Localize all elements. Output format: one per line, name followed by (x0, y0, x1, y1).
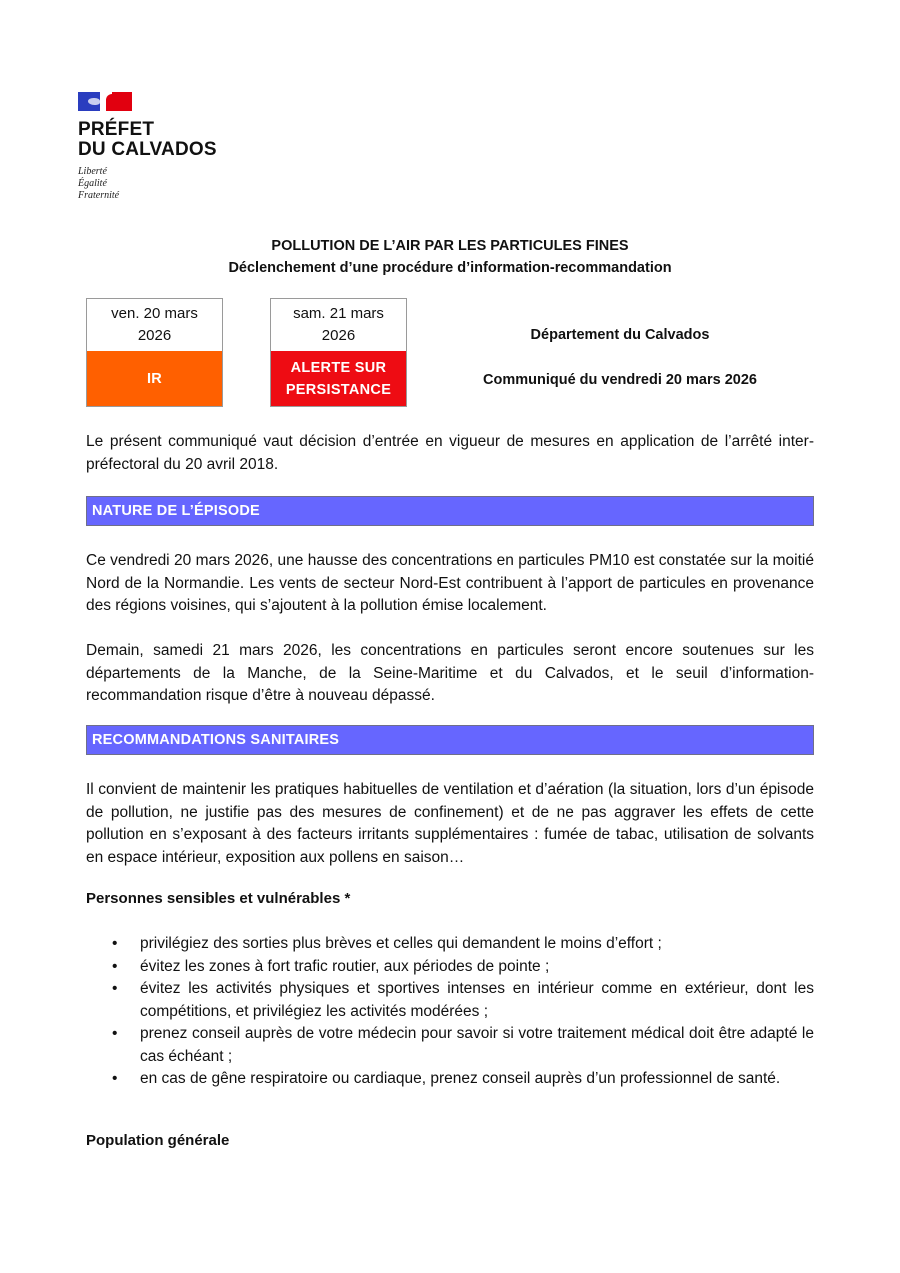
alert-level-label: IR (146, 370, 163, 387)
bullet-icon: • (112, 957, 118, 975)
list-item (86, 933, 814, 956)
motto-egalite: Égalité (78, 178, 107, 189)
intro-paragraph: Le présent communiqué vaut décision d’entrée en vigueur de mesures en application de l’arrêté inter-préfectoral du 20 avril 2018. (86, 433, 814, 473)
list-item-text: évitez les activités physiques et sportives intenses en intérieur comme en extérieur, dont les compétitions, et privilégiez les activités modérées ; (140, 980, 814, 1020)
nature-paragraph-1: Ce vendredi 20 mars 2026, une hausse des concentrations en particules PM10 est constatée sur la moitié Nord de la Normandie. Les vents de secteur Nord-Est contribuent à l’apport de particules en provenance des régions voisines, qui s’ajoutent à la pollution émise localement. (86, 552, 814, 614)
day-date-line1: sam. 21 mars (293, 305, 384, 322)
communique-date: Communiqué du vendredi 20 mars 2026 (483, 372, 757, 388)
alert-level-badge (271, 351, 406, 406)
prefecture-name-line2: DU CALVADOS (78, 139, 217, 160)
marianne-wing-icon (88, 98, 100, 105)
marianne-flag-icon (78, 92, 132, 111)
bullet-icon: • (112, 1070, 118, 1087)
alert-level-label-line2: PERSISTANCE (285, 381, 392, 398)
document-subtitle: Déclenchement d’une procédure d’information-recommandation (228, 260, 672, 276)
document-title: POLLUTION DE L’AIR PAR LES PARTICULES FINES (271, 238, 629, 254)
bullet-icon: • (112, 1025, 118, 1042)
day-date-line2: 2026 (137, 327, 172, 344)
day-box-saturday (270, 298, 407, 407)
list-item-text: en cas de gêne respiratoire ou cardiaque, prenez conseil auprès d’un professionnel de santé. (140, 1070, 781, 1087)
recommandations-paragraph: Il convient de maintenir les pratiques habituelles de ventilation et d’aération (la situation, lors d’un épisode de pollution, ne justifie pas des mesures de confinement) et de ne pas aggraver les effets de cette pollution en s’exposant à des facteurs irritants supplémentaires : fumée de tabac, utilisation de solvants en espace intérieur, exposition aux pollens en saison… (86, 781, 814, 866)
section-header-recommandations: RECOMMANDATIONS SANITAIRES (86, 725, 814, 755)
day-date-line2: 2026 (321, 327, 356, 344)
alert-level-badge (87, 351, 222, 406)
list-item (86, 978, 814, 1023)
prefecture-name (78, 120, 217, 160)
motto-liberte: Liberté (78, 166, 107, 177)
prefecture-name-line1: PRÉFET (78, 119, 155, 140)
bullet-icon: • (112, 980, 118, 997)
sensitive-people-heading: Personnes sensibles et vulnérables * (86, 890, 351, 907)
nature-paragraph-2: Demain, samedi 21 mars 2026, les concentrations en particules seront encore soutenues sur les départements de la Manche, de la Seine-Maritime et du Calvados, et le seuil d’information-recommandation risque d’être à nouveau dépassé. (86, 642, 814, 704)
day-date (271, 299, 406, 351)
bullet-icon: • (112, 935, 118, 952)
day-date (87, 299, 222, 351)
section-header-nature: NATURE DE L’ÉPISODE (86, 496, 814, 526)
motto-fraternite: Fraternité (78, 190, 120, 201)
day-box-friday (86, 298, 223, 407)
flag-red-band (112, 92, 132, 111)
prefecture-logo (78, 92, 217, 202)
sensitive-recommendations-list (86, 933, 814, 1091)
list-item-text: prenez conseil auprès de votre médecin pour savoir si votre traitement médical doit être adapté le cas échéant ; (140, 1025, 814, 1065)
republic-motto (78, 166, 217, 202)
department-name: Département du Calvados (530, 327, 710, 343)
list-item (86, 1068, 814, 1091)
day-date-line1: ven. 20 mars (111, 305, 198, 322)
alert-level-label-line1: ALERTE SUR (290, 359, 387, 376)
list-item (86, 956, 814, 979)
list-item-text: évitez les zones à fort trafic routier, aux périodes de pointe ; (140, 957, 550, 975)
general-population-heading: Population générale (86, 1132, 230, 1149)
list-item-text: privilégiez des sorties plus brèves et celles qui demandent le moins d’effort ; (140, 935, 662, 952)
list-item (86, 1023, 814, 1068)
document-title-block (0, 235, 900, 279)
